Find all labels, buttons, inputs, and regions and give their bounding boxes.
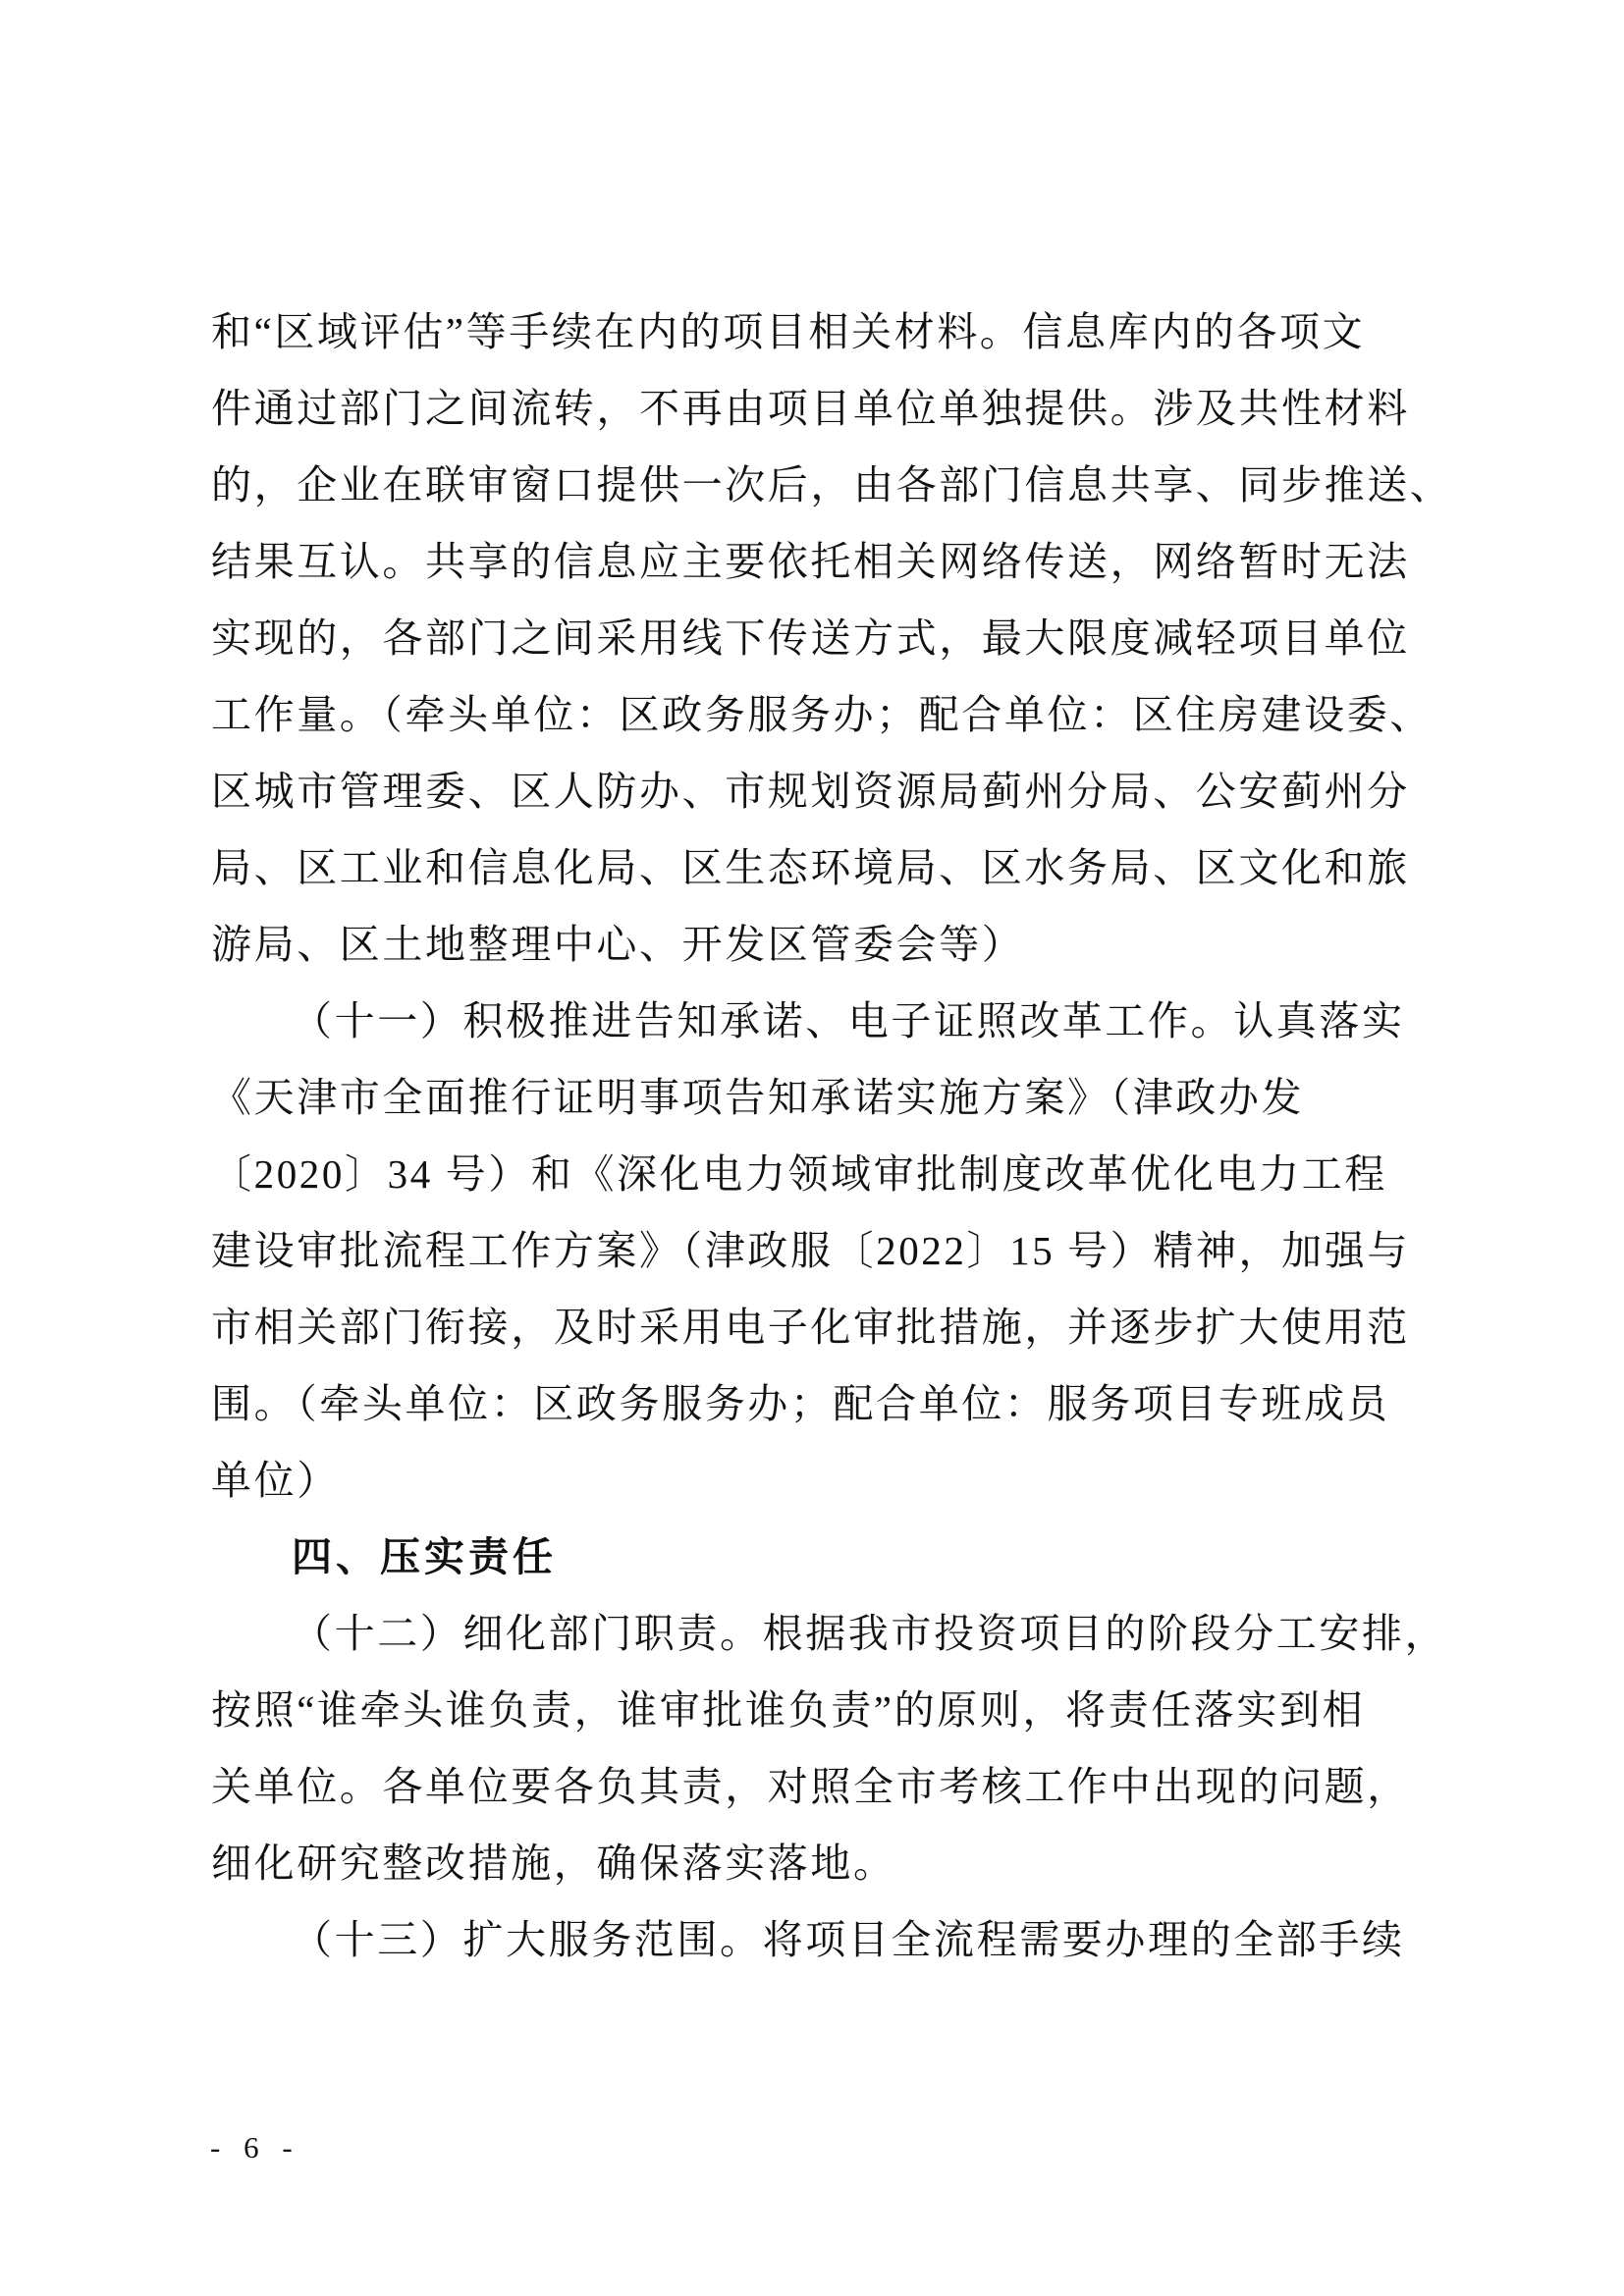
page-number: - 6 - [210,2130,300,2164]
text-line: 的，企业在联审窗口提供一次后，由各部门信息共享、同步推送、 [211,462,1453,507]
text-line: 结果互认。共享的信息应主要依托相关网络传送，网络暂时无法 [211,539,1410,584]
text-line: 件通过部门之间流转，不再由项目单位单独提供。涉及共性材料 [211,386,1410,431]
text-line: 〔2020〕34 号）和《深化电力领域审批制度改革优化电力工程 [211,1151,1387,1197]
text-line: 关单位。各单位要各负其责，对照全市考核工作中出现的问题， [211,1764,1410,1809]
text-line: 单位） [211,1458,340,1503]
text-line: 市相关部门衔接，及时采用电子化审批措施，并逐步扩大使用范 [211,1305,1410,1350]
text-line: 细化研究整改措施，确保落实落地。 [211,1841,896,1886]
text-line: 工作量。（牵头单位：区政务服务办；配合单位：区住房建设委、 [211,692,1433,737]
text-line: 区城市管理委、区人防办、市规划资源局蓟州分局、公安蓟州分 [211,769,1410,814]
text-line: 和“区域评估”等手续在内的项目相关材料。信息库内的各项文 [211,309,1366,354]
text-line: 《天津市全面推行证明事项告知承诺实施方案》（津政办发 [211,1075,1305,1120]
text-line: 按照“谁牵头谁负责，谁审批谁负责”的原则，将责任落实到相 [211,1687,1366,1733]
paragraph-start-line: （十三）扩大服务范围。将项目全流程需要办理的全部手续 [292,1917,1405,1962]
section-heading: 四、压实责任 [292,1534,557,1579]
paragraph-start-line: （十二）细化部门职责。根据我市投资项目的阶段分工安排， [292,1611,1448,1656]
text-line: 实现的，各部门之间采用线下传送方式，最大限度减轻项目单位 [211,615,1410,661]
paragraph-start-line: （十一）积极推进告知承诺、电子证照改革工作。认真落实 [292,998,1405,1043]
text-line: 围。（牵头单位：区政务服务办；配合单位：服务项目专班成员 [211,1381,1390,1426]
text-line: 局、区工业和信息化局、区生态环境局、区水务局、区文化和旅 [211,845,1410,890]
text-line: 游局、区土地整理中心、开发区管委会等） [211,922,1025,967]
text-line: 建设审批流程工作方案》（津政服〔2022〕15 号）精神，加强与 [211,1228,1410,1273]
document-body [211,294,1453,1978]
